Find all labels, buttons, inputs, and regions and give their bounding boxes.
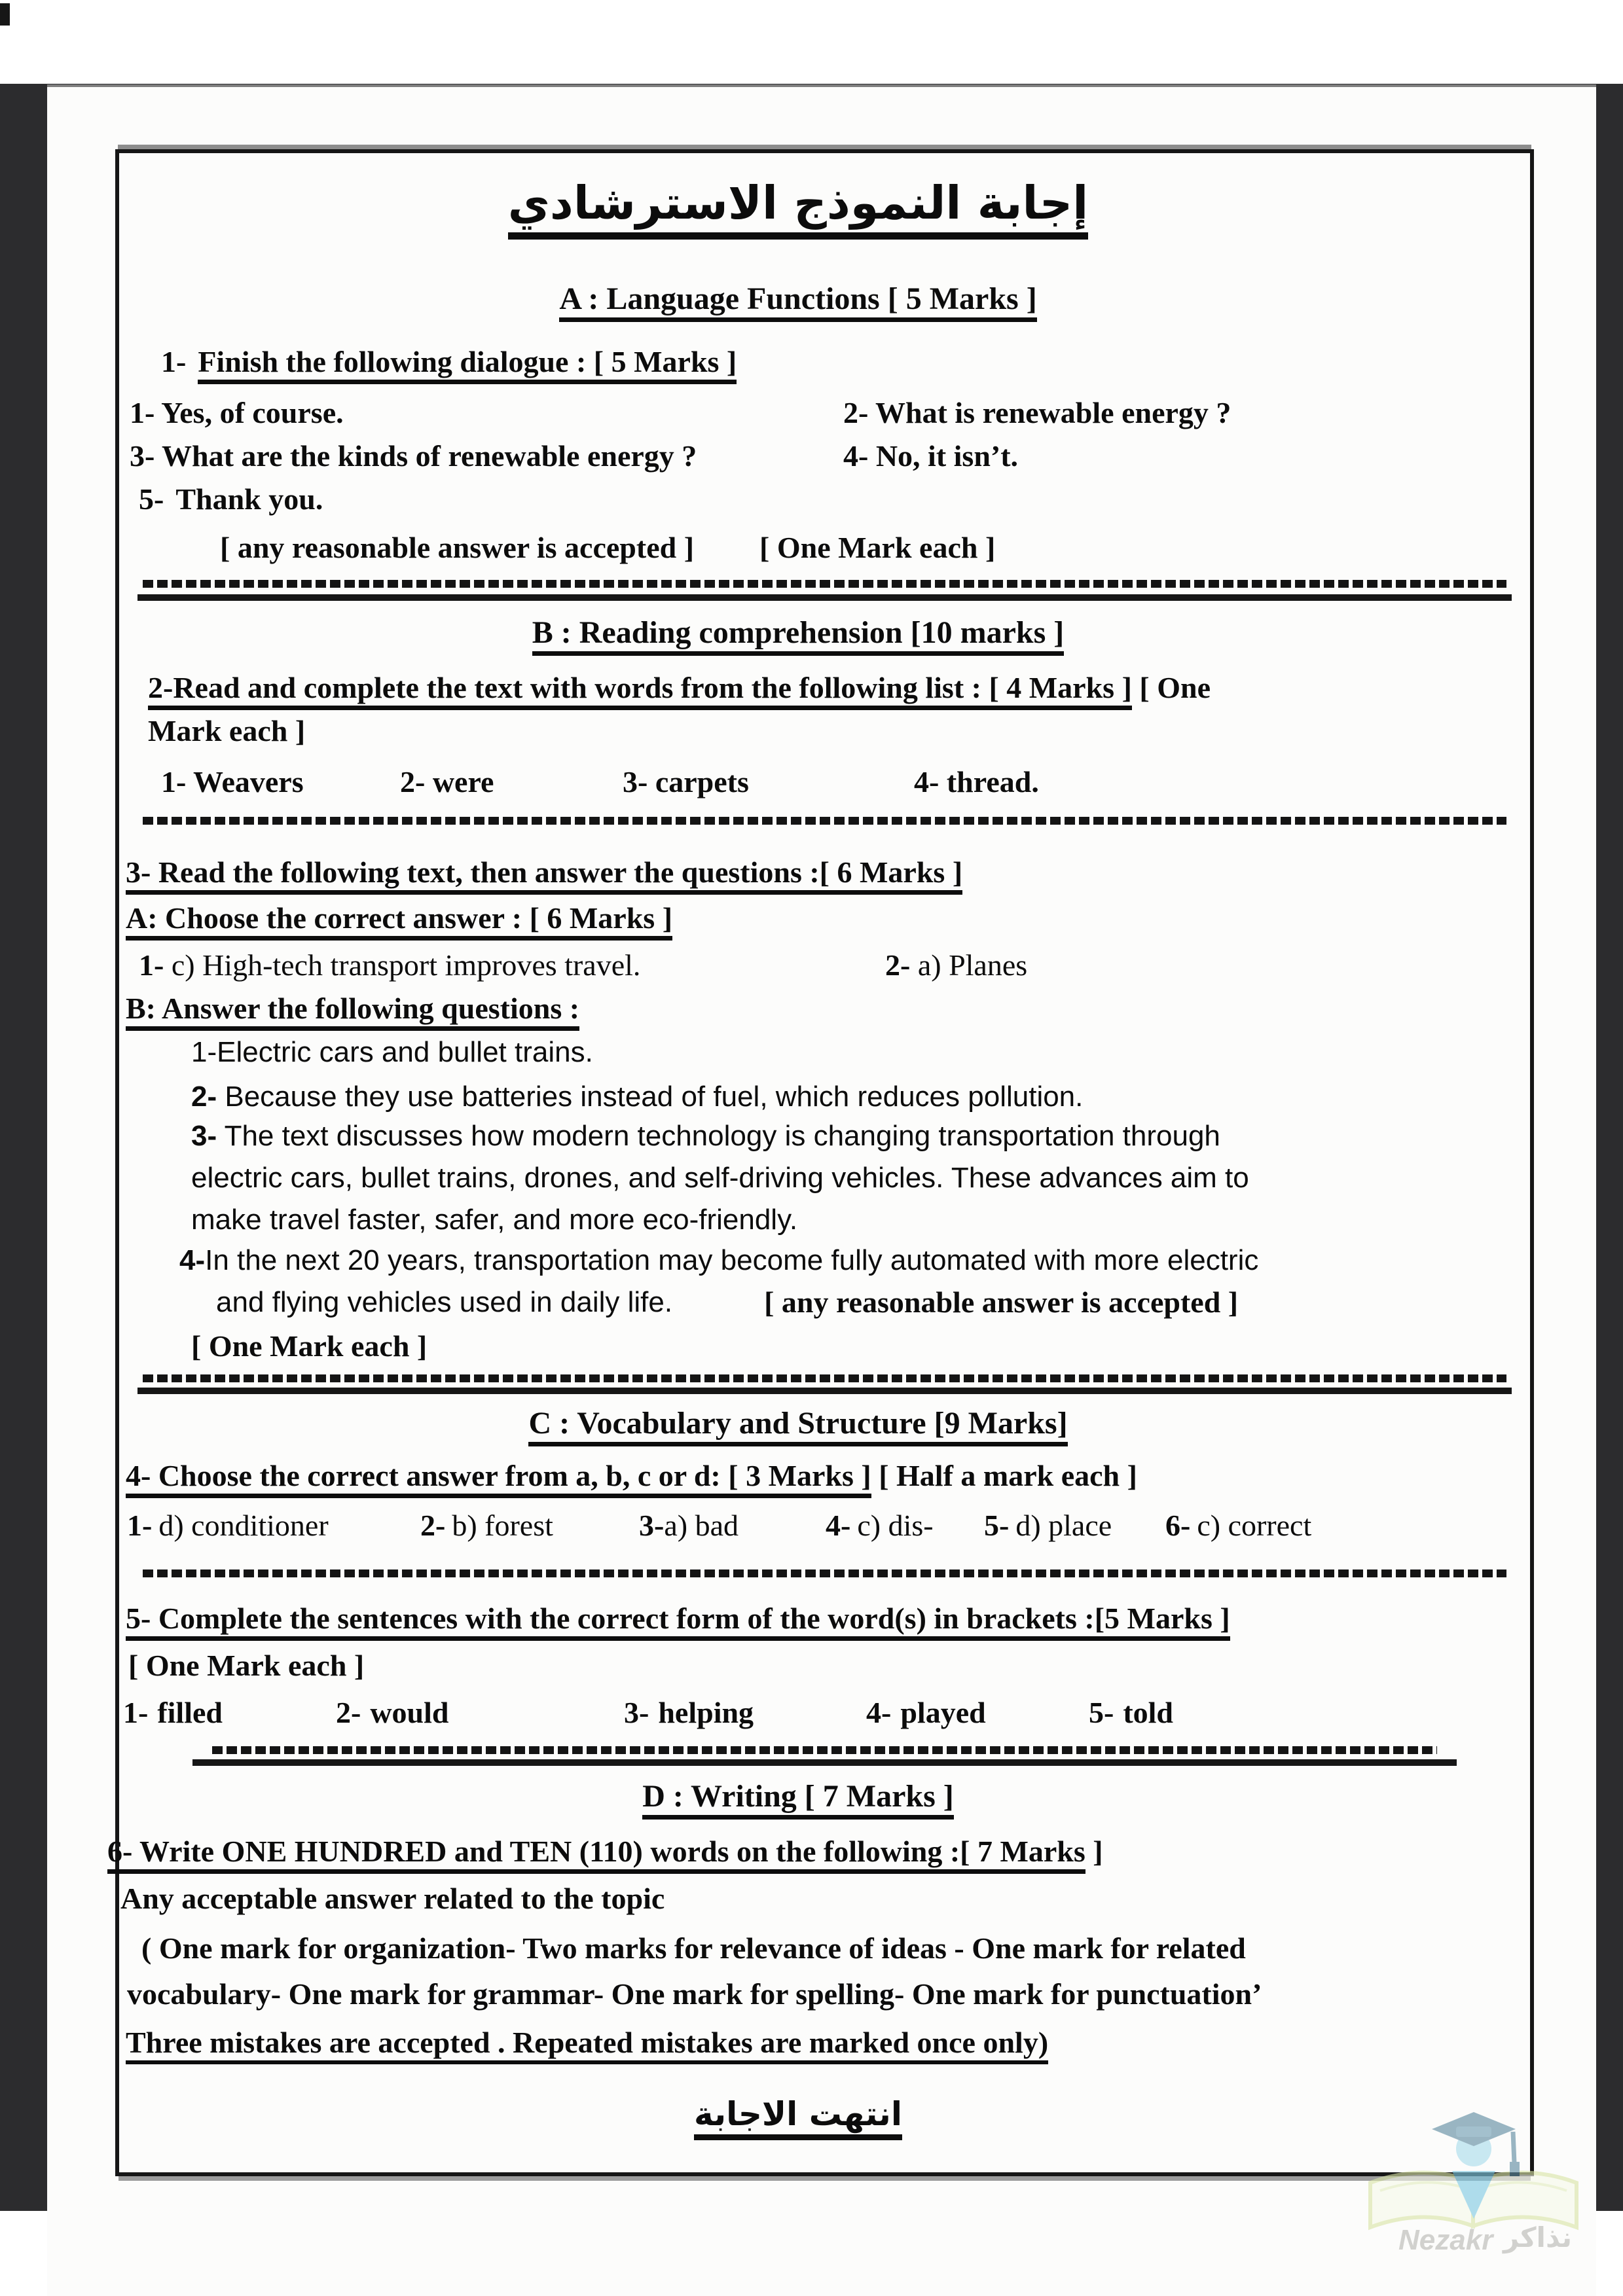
question-2-heading-line-2: Mark each ] [148,714,306,747]
document-page [47,87,1596,2296]
open-answer-4 [179,1240,1516,1323]
writing-note-3: Three mistakes are accepted . Repeated mistakes are marked once only) [126,2021,1516,2064]
writing-note-1: Any acceptable answer related to the topic [120,1882,665,1915]
watermark-arabic-text: نذاكر [1503,2221,1572,2253]
open-answer-3-line-3: make travel faster, safer, and more eco-friendly. [191,1204,798,1236]
one-mark-note-c: [ One Mark each ] [128,1649,365,1682]
section-separator-dashed-2 [143,1374,1506,1382]
dialogue-answer-2: 2- What is renewable energy ? [843,396,1231,429]
question-1-number: 1- [161,345,187,378]
q4-answer-3: 3-a) bad [639,1509,739,1542]
mcq-answers-row [139,944,1516,987]
watermark-latin-text: Nezakr [1398,2224,1493,2256]
question-2-heading-line-1: 2-Read and complete the text with words from the following list : [ 4 Marks ] [ One [148,666,1516,709]
dialogue-answers-row-2 [130,435,1516,478]
q2-answer-4: 4- thread. [914,765,1039,798]
writing-note-2-line-1: ( One mark for organization- Two marks for relevance of ideas - One mark for related [141,1931,1246,1965]
section-separator-solid-2 [137,1388,1512,1394]
question-3b-heading: B: Answer the following questions : [126,987,1516,1030]
nezakr-watermark [1360,2098,1590,2258]
section-a-notes [220,526,1516,569]
q5-answer-1: 1- filled [123,1696,223,1729]
document-footer-arabic [134,2087,1463,2142]
section-separator-solid-3 [192,1759,1457,1766]
section-b-heading: B : Reading comprehension [10 marks ] [134,610,1463,656]
section-a-heading: A : Language Functions [ 5 Marks ] [134,276,1463,322]
q2-answer-2: 2- were [400,765,494,798]
open-answer-1: 1-Electric cars and bullet trains. [191,1036,593,1068]
q4-answer-5: 5- d) place [984,1509,1112,1542]
dialogue-answer-4: 4- No, it isn’t. [843,439,1019,473]
document-title-arabic [134,169,1463,237]
question-5-answers-row [123,1691,1516,1734]
dialogue-answer-5: 5- Thank you. [139,482,323,516]
page-content [107,153,1530,2172]
footer-text: انتهت الاجابة [694,2095,902,2140]
dialogue-answers-row-3 [130,478,1516,521]
q5-answer-4: 4- played [866,1696,986,1729]
q4-answer-4: 4- c) dis- [826,1509,934,1542]
question-4-answers-row [127,1504,1516,1547]
question-3-heading: 3- Read the following text, then answer the questions :[ 6 Marks ] [126,851,1516,894]
one-mark-note: [ One Mark each ] [759,531,996,564]
q4-answer-2: 2- b) forest [420,1509,553,1542]
any-reasonable-note-b: [ any reasonable answer is accepted ] [764,1285,1239,1319]
dialogue-answer-3: 3- What are the kinds of renewable energy ? [130,439,697,473]
open-answer-3-line-2: electric cars, bullet trains, drones, and self-driving vehicles. These advances aim to [191,1162,1249,1194]
q2-answer-1: 1- Weavers [161,765,304,798]
question-6-heading: 6- Write ONE HUNDRED and TEN (110) words on the following :[ 7 Marks ] [107,1830,1516,1873]
q5-answer-5: 5- told [1089,1696,1174,1729]
any-reasonable-note: [ any reasonable answer is accepted ] [220,531,695,564]
question-1-text: Finish the following dialogue : [ 5 Marks ] [198,345,737,384]
mcq-answer-2: 2- a) Planes [885,948,1028,982]
q2-answer-3: 3- carpets [623,765,749,798]
q4-answer-6: 6- c) correct [1165,1509,1312,1542]
q4-answer-1: 1- d) conditioner [127,1509,329,1542]
question-separator-dashed [143,817,1506,825]
writing-note-2-line-2: vocabulary- One mark for grammar- One mark for spelling- One mark for punctuation’ [127,1977,1262,2011]
dialogue-answers-row-1 [130,391,1516,435]
section-c-heading: C : Vocabulary and Structure [9 Marks] [134,1401,1463,1446]
question-1-heading [161,340,1516,384]
mcq-answer-1: 1- c) High-tech transport improves travel. [139,948,641,982]
section-separator-solid [137,594,1512,601]
open-answer-2: 2- Because they use batteries instead of fuel, which reduces pollution. [191,1081,1084,1113]
open-answer-4-line-2: and flying vehicles used in daily life. [ any reasonable answer is accepted ] [216,1282,1516,1323]
open-answer-3 [191,1115,1516,1241]
question-2-answers-row [161,761,1516,804]
q5-answer-2: 2- would [336,1696,449,1729]
q5-answer-3: 3- helping [624,1696,754,1729]
one-mark-note-b: [ One Mark each ] [191,1329,428,1363]
scan-corner-artifact [0,3,10,26]
open-answer-4-line-1: 4-In the next 20 years, transportation may become fully automated with more electric [179,1244,1259,1276]
section-separator-dashed-3 [212,1746,1437,1754]
dialogue-answer-1: 1- Yes, of course. [130,396,344,429]
open-answer-3-line-1: 3- The text discusses how modern technology is changing transportation through [191,1120,1220,1152]
section-separator-dashed [143,580,1506,588]
question-3a-heading: A: Choose the correct answer : [ 6 Marks ] [126,897,1516,940]
writing-note-2 [127,1926,1516,2017]
question-5-heading: 5- Complete the sentences with the correct form of the word(s) in brackets :[5 Marks ] [126,1597,1516,1640]
question-separator-dashed-2 [143,1570,1506,1577]
document-title-text: إجابة النموذج الاسترشادي [508,176,1089,240]
page-border-frame [107,149,1534,2176]
question-4-heading: 4- Choose the correct answer from a, b, c or d: [ 3 Marks ] [ Half a mark each ] [126,1454,1516,1498]
section-d-heading: D : Writing [ 7 Marks ] [134,1774,1463,1820]
